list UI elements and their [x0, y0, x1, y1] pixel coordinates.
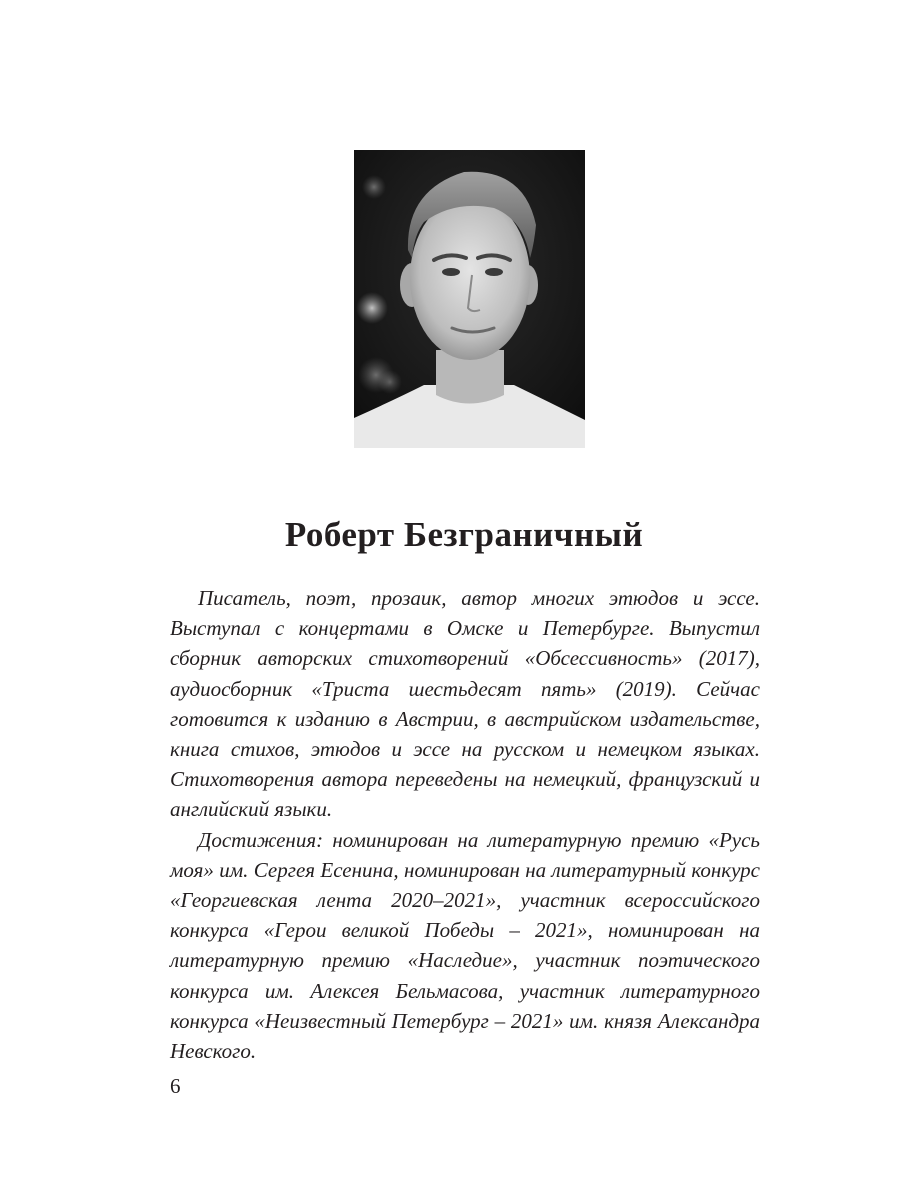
portrait-illustration [354, 150, 585, 448]
bio-paragraph: Писатель, поэт, прозаик, автор многих этюдов и эссе. Выступал с концертами в Омске и Петербурге. Выпустил сборник авторских стихотворений «Обсессивность» (2017), аудиосборник «Триста шестьдесят пять» (2019). Сейчас готовится к изданию в Австрии, в австрийском издательстве, книга стихов, этюдов и эссе на русском и немецком языках. Стихотворения автора переведены на немецкий, французский и английский языки. [170, 586, 760, 822]
author-photo [354, 150, 585, 448]
biography [170, 583, 760, 1066]
achievements-paragraph: Достижения: номинирован на литературную премию «Русь моя» им. Сергея Есенина, номинирован на литературный конкурс «Георгиевская лента 2020–2021», участник всероссийского конкурса «Герои великой Победы – 2021», номинирован на литературную премию «Наследие», участник поэтического конкурса им. Алексея Бельмасова, участник литературного конкурса «Неизвестный Петербург – 2021» им. князя Александра Невского. [170, 827, 760, 1064]
author-name: Роберт Безграничный [284, 515, 644, 554]
page-number: 6 [170, 1074, 181, 1098]
